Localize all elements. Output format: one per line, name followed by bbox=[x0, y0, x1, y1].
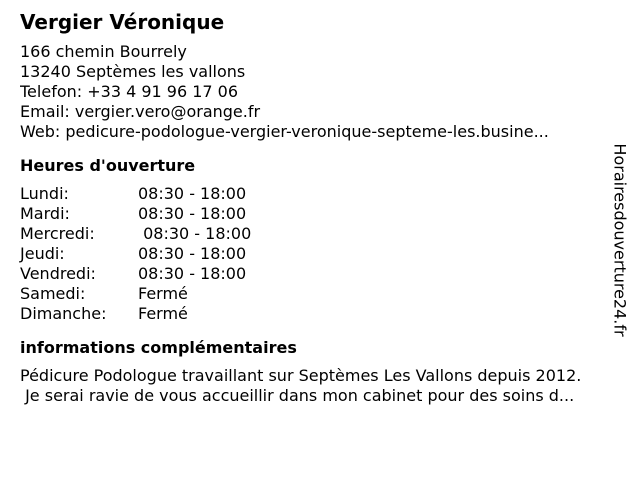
web-line: Web: pedicure-podologue-vergier-veronique-septeme-les.busine... bbox=[20, 122, 549, 141]
info-heading: informations complémentaires bbox=[20, 338, 297, 357]
hours-row-mardi bbox=[20, 204, 620, 224]
hours-row-lundi bbox=[20, 184, 620, 204]
hours-row-samedi bbox=[20, 284, 620, 304]
address-line-1: 166 chemin Bourrely bbox=[20, 42, 187, 61]
phone-line: Telefon: +33 4 91 96 17 06 bbox=[20, 82, 239, 101]
hours-row-dimanche bbox=[20, 304, 620, 324]
hours-row-vendredi bbox=[20, 264, 620, 284]
hours-row-jeudi bbox=[20, 244, 620, 264]
hours-day: Samedi: bbox=[20, 284, 86, 303]
hours-time: 08:30 - 18:00 bbox=[138, 224, 252, 243]
site-watermark-text: Horairesdouverture24.fr bbox=[611, 143, 631, 337]
hours-day: Dimanche: bbox=[20, 304, 107, 323]
email-line: Email: vergier.vero@orange.fr bbox=[20, 102, 261, 121]
hours-day: Mardi: bbox=[20, 204, 70, 223]
hours-time: 08:30 - 18:00 bbox=[138, 184, 247, 203]
hours-time: 08:30 - 18:00 bbox=[138, 204, 247, 223]
hours-heading: Heures d'ouverture bbox=[20, 156, 196, 175]
hours-row-mercredi bbox=[20, 224, 620, 244]
info-line-1: Pédicure Podologue travaillant sur Septèmes Les Vallons depuis 2012. bbox=[20, 366, 582, 385]
info-line-2: Je serai ravie de vous accueillir dans mon cabinet pour des soins d... bbox=[20, 386, 575, 405]
hours-time: Fermé bbox=[138, 304, 188, 323]
hours-day: Vendredi: bbox=[20, 264, 96, 283]
hours-table bbox=[20, 184, 620, 324]
business-card bbox=[20, 8, 620, 406]
hours-time: 08:30 - 18:00 bbox=[138, 264, 247, 283]
hours-day: Jeudi: bbox=[20, 244, 65, 263]
hours-day: Lundi: bbox=[20, 184, 69, 203]
site-watermark bbox=[610, 135, 630, 345]
hours-day: Mercredi: bbox=[20, 224, 95, 243]
hours-time: 08:30 - 18:00 bbox=[138, 244, 247, 263]
address-line-2: 13240 Septèmes les vallons bbox=[20, 62, 246, 81]
hours-time: Fermé bbox=[138, 284, 188, 303]
business-name: Vergier Véronique bbox=[20, 10, 225, 34]
